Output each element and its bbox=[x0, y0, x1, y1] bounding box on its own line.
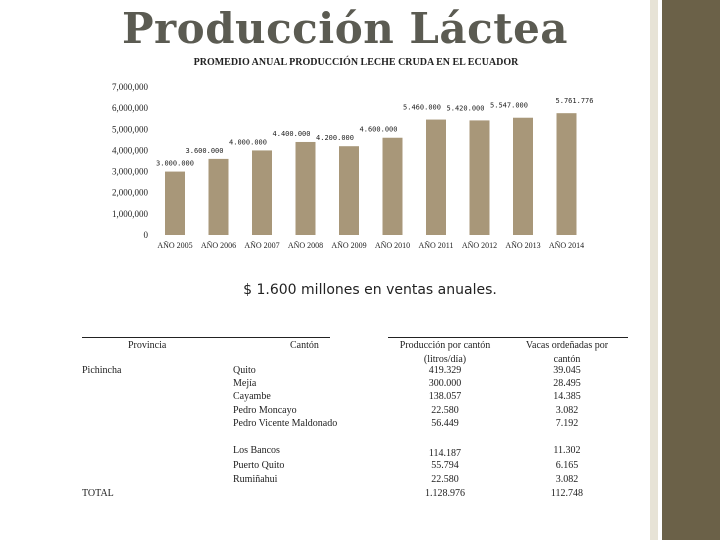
data-label: 5.420.000 bbox=[446, 104, 485, 113]
data-label: 4.600.000 bbox=[359, 125, 398, 134]
produccion-cell: 22.580 bbox=[431, 405, 459, 416]
data-label: 4.400.000 bbox=[272, 129, 311, 138]
decorative-side-bar bbox=[662, 0, 720, 540]
x-tick-label: AÑO 2008 bbox=[287, 241, 324, 250]
data-label: 5.547.000 bbox=[490, 101, 528, 110]
total-label: TOTAL bbox=[82, 488, 114, 499]
produccion-cell: 138.057 bbox=[428, 391, 462, 402]
canton-cell: Rumiñahui bbox=[233, 474, 278, 485]
x-tick-label: AÑO 2011 bbox=[418, 241, 454, 250]
bar bbox=[252, 150, 272, 235]
data-label: 4.200.000 bbox=[316, 134, 354, 143]
y-tick-label: 1,000,000 bbox=[112, 208, 148, 219]
vacas-cell: 3.082 bbox=[555, 474, 579, 485]
header-vacas: Vacas ordeñadas por cantón bbox=[525, 340, 609, 365]
y-tick-label: 4,000,000 bbox=[112, 145, 148, 156]
x-tick-label: AÑO 2013 bbox=[505, 241, 541, 250]
table-top-rule-left bbox=[82, 337, 330, 338]
bar bbox=[339, 146, 359, 235]
x-tick-label: AÑO 2007 bbox=[244, 241, 280, 250]
sales-summary: $ 1.600 millones en ventas anuales. bbox=[243, 282, 497, 298]
vacas-cell: 11.302 bbox=[553, 445, 581, 456]
x-tick-label: AÑO 2005 bbox=[157, 241, 193, 250]
produccion-cell: 419.329 bbox=[428, 365, 462, 376]
bar bbox=[383, 138, 403, 235]
bar-chart bbox=[0, 0, 660, 275]
data-label: 4.000.000 bbox=[229, 138, 267, 147]
canton-cell: Pedro Moncayo bbox=[233, 405, 297, 416]
bar bbox=[209, 159, 229, 235]
y-tick-label: 2,000,000 bbox=[112, 187, 148, 198]
canton-cell: Pedro Vicente Maldonado bbox=[233, 418, 338, 429]
vacas-cell: 39.045 bbox=[553, 365, 581, 376]
bar bbox=[470, 120, 490, 235]
y-tick-label: 0 bbox=[143, 230, 148, 240]
x-tick-label: AÑO 2006 bbox=[200, 241, 237, 250]
bar bbox=[165, 172, 185, 235]
bar bbox=[557, 113, 577, 235]
canton-cell: Quito bbox=[233, 365, 256, 376]
x-tick-label: AÑO 2010 bbox=[374, 241, 411, 250]
data-label: 3.600.000 bbox=[185, 146, 224, 155]
produccion-cell: 55.794 bbox=[431, 460, 459, 471]
header-produccion: Producción por cantón (litros/día) bbox=[399, 340, 491, 365]
produccion-cell: 300.000 bbox=[428, 378, 462, 389]
produccion-cell: 114.187 bbox=[428, 448, 462, 459]
data-label: 3.000.000 bbox=[156, 159, 194, 168]
vacas-cell: 3.082 bbox=[555, 405, 579, 416]
vacas-cell: 14.385 bbox=[553, 391, 581, 402]
canton-cell: Los Bancos bbox=[233, 445, 280, 456]
x-tick-label: AÑO 2012 bbox=[461, 241, 498, 250]
x-tick-label: AÑO 2009 bbox=[331, 241, 367, 250]
header-canton: Cantón bbox=[290, 340, 319, 351]
y-tick-label: 7,000,000 bbox=[112, 82, 148, 92]
produccion-cell: 22.580 bbox=[431, 474, 459, 485]
produccion-cell: 56.449 bbox=[431, 418, 459, 429]
data-label: 5.460.000 bbox=[403, 103, 441, 112]
y-tick-label: 6,000,000 bbox=[112, 103, 148, 114]
bar bbox=[513, 118, 533, 235]
header-provincia: Provincia bbox=[128, 340, 167, 351]
vacas-cell: 7.192 bbox=[555, 418, 579, 429]
canton-cell: Mejía bbox=[233, 378, 257, 389]
x-tick-label: AÑO 2014 bbox=[548, 241, 585, 250]
table-top-rule-right bbox=[388, 337, 628, 338]
bar bbox=[296, 142, 316, 235]
y-tick-label: 5,000,000 bbox=[112, 124, 148, 135]
total-vacas: 112.748 bbox=[550, 488, 584, 499]
page-title: Producción Láctea bbox=[121, 4, 569, 53]
vacas-cell: 6.165 bbox=[555, 460, 579, 471]
bar bbox=[426, 120, 446, 235]
y-tick-label: 3,000,000 bbox=[112, 166, 148, 177]
province-name: Pichincha bbox=[82, 365, 122, 376]
total-produccion: 1.128.976 bbox=[425, 488, 465, 499]
chart-title: PROMEDIO ANUAL PRODUCCIÓN LECHE CRUDA EN EL ECUADOR bbox=[193, 57, 519, 68]
vacas-cell: 28.495 bbox=[553, 378, 581, 389]
canton-cell: Puerto Quito bbox=[233, 460, 285, 471]
data-label: 5.761.776 bbox=[555, 97, 594, 106]
canton-cell: Cayambe bbox=[233, 391, 271, 402]
